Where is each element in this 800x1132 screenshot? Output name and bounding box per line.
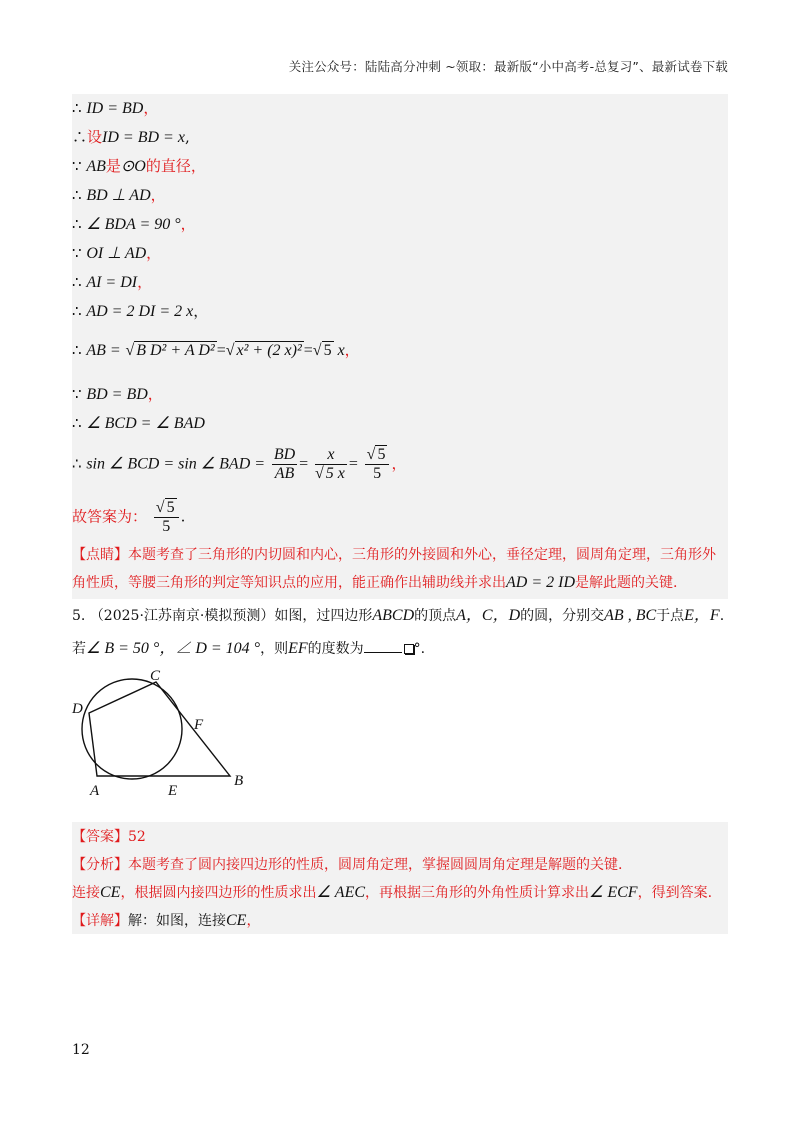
math: ⊙O xyxy=(120,158,146,175)
step-12: ∴ sin ∠ BCD = sin ∠ BAD = $\frac{BD}{AB}$ = $\frac{x}{√ 5 x}$ = $\frac{√ 5}{5}$ ， xyxy=(72,446,407,482)
answer-label: 故答案为： xyxy=(72,507,148,526)
denominator: 5 x xyxy=(325,465,345,482)
text: 若 xyxy=(72,641,86,657)
text: 设 xyxy=(87,128,103,146)
text: °. xyxy=(413,641,426,657)
detail-label: 【详解】 xyxy=(72,913,128,929)
denominator: 5 xyxy=(373,465,382,482)
math: ABCD xyxy=(372,607,415,624)
text: 角性质，等腰三角形的判定等知识点的应用，能正确作出辅助线并求出 xyxy=(72,575,506,591)
question-line-1 xyxy=(72,606,724,626)
step-6: ∵ OI ⊥ AD， xyxy=(72,244,162,262)
numerator: 5 xyxy=(166,499,175,516)
text: 于点 xyxy=(656,608,685,624)
label-f: F xyxy=(194,717,204,733)
punct: ， xyxy=(143,99,159,117)
sqrt-radicand: 5 xyxy=(323,342,332,359)
math: ∠ ECF xyxy=(589,884,638,901)
step-5: ∴ ∠ BDA = 90 °， xyxy=(72,215,196,233)
label-c: C xyxy=(150,668,161,684)
math: sin ∠ BCD = sin ∠ BAD = xyxy=(86,455,266,473)
text: 连接 xyxy=(72,885,100,901)
answer-line: 【答案】52 xyxy=(72,829,146,845)
step-7: ∴ AI = DI， xyxy=(72,273,153,291)
page-header: 关注公众号：陆陆高分冲刺 ~领取：最新版“小中高考-总复习”、最新试卷下载 xyxy=(288,59,728,74)
therefore-symbol: ∴ xyxy=(72,128,88,146)
math: CE xyxy=(226,912,247,929)
question-line-2 xyxy=(72,638,425,659)
numerator: 5 xyxy=(377,446,386,463)
math: AB xyxy=(86,158,106,175)
math: x xyxy=(333,342,345,359)
analysis-line-2 xyxy=(72,880,712,906)
math: OI ⊥ AD xyxy=(86,245,147,262)
text: 的圆，分别交 xyxy=(520,608,605,624)
math: ∠ B = 50 °，∠ D = 104 ° xyxy=(86,640,261,657)
text: . xyxy=(719,608,725,624)
detail-line xyxy=(72,908,260,934)
math: AB , BC xyxy=(604,607,657,624)
math: BD ⊥ AD xyxy=(86,187,151,204)
math: ∠ BDA = 90 ° xyxy=(86,216,181,233)
step-10: ∵ BD = BD， xyxy=(72,385,163,403)
therefore-symbol: ∴ xyxy=(72,186,87,204)
math: = xyxy=(216,342,226,359)
fraction: $\frac{x}{√ 5 x}$ xyxy=(314,446,345,482)
text: 的直径， xyxy=(145,157,206,175)
math: AD = 2 ID xyxy=(506,574,576,591)
step-3 xyxy=(72,156,206,177)
sqrt-radicand: B D² + A D² xyxy=(136,342,215,359)
therefore-symbol: ∴ xyxy=(72,99,87,117)
comment-line-2 xyxy=(72,570,677,596)
math: CE xyxy=(100,884,121,901)
numerator: x xyxy=(315,446,347,465)
therefore-symbol: ∴ xyxy=(72,215,87,233)
text: 的顶点 xyxy=(414,608,457,624)
step-9: ∴ AB = √ B D² + A D² =√ x² + (2 x)² =√ 5 x， xyxy=(72,341,360,359)
label-a: A xyxy=(90,783,100,799)
answer-blank[interactable] xyxy=(364,638,402,653)
math: AI = DI xyxy=(86,274,138,291)
text: ，再根据三角形的外角性质计算求出 xyxy=(365,885,590,901)
math: = xyxy=(303,342,313,359)
therefore-symbol: ∴ xyxy=(72,454,87,473)
text: 的度数为 xyxy=(307,641,364,657)
math: ∠ BCD = ∠ BAD xyxy=(86,415,205,432)
step-2: ∴设ID = BD = x, xyxy=(72,128,190,146)
geometry-figure xyxy=(70,665,260,800)
numerator: BD xyxy=(273,446,296,463)
therefore-symbol: ∴ xyxy=(72,341,87,359)
because-symbol: ∵ xyxy=(72,244,87,262)
therefore-symbol: ∴ xyxy=(72,302,87,320)
fraction: $\frac{√ 5}{5}$ xyxy=(154,499,179,536)
therefore-symbol: ∴ xyxy=(72,273,87,291)
math: E，F xyxy=(684,607,720,624)
text: 是解此题的关键. xyxy=(575,575,678,591)
denominator: AB xyxy=(274,465,295,482)
because-symbol: ∵ xyxy=(72,157,87,175)
page-number: 12 xyxy=(72,1042,90,1058)
label-e: E xyxy=(168,783,178,799)
checkbox-icon xyxy=(404,644,414,654)
text: ， xyxy=(246,913,261,929)
step-4: ∴ BD ⊥ AD， xyxy=(72,186,166,204)
analysis-line: 【分析】本题考查了圆内接四边形的性质，圆周角定理，掌握圆圆周角定理是解题的关键. xyxy=(72,857,623,873)
final-answer: 故答案为： $\frac{√ 5}{5}$ . xyxy=(72,499,186,535)
math: ID = BD xyxy=(86,100,144,117)
step-1 xyxy=(72,98,158,119)
therefore-symbol: ∴ xyxy=(72,414,87,432)
math: AB = xyxy=(86,342,121,359)
sqrt-radicand: x² + (2 x)² xyxy=(236,342,302,359)
step-8: ∴ AD = 2 DI = 2 x， xyxy=(72,302,209,320)
solution-block xyxy=(72,94,728,599)
label-d: D xyxy=(72,701,83,717)
math: A，C，D xyxy=(456,607,521,624)
question-source: （2025·江苏南京·模拟预测） xyxy=(89,608,275,624)
math: AD = 2 DI = 2 x xyxy=(86,303,194,320)
fraction xyxy=(272,446,297,483)
question-number: 5. xyxy=(72,608,86,624)
analysis-block xyxy=(72,822,728,934)
denominator: 5 xyxy=(162,518,171,535)
fraction: $\frac{√ 5}{5}$ xyxy=(365,446,390,483)
text: ，根据圆内接四边形的性质求出 xyxy=(120,885,317,901)
math-arc-equality: BD = BD xyxy=(86,386,148,403)
comment-line-1: 【点睛】本题考查了三角形的内切圆和内心，三角形的外接圆和外心，垂径定理，圆周角定理，三角形外 xyxy=(72,547,716,563)
text: 是 xyxy=(105,157,121,175)
text: ，得到答案. xyxy=(637,885,713,901)
label-b: B xyxy=(234,773,244,789)
quadrilateral xyxy=(89,682,230,776)
step-11 xyxy=(72,413,205,434)
text: 如图，过四边形 xyxy=(274,608,373,624)
text: ，则 xyxy=(260,641,289,657)
text: 解：如图，连接 xyxy=(128,913,226,929)
math-arc: EF xyxy=(288,640,308,657)
math: ∠ AEC xyxy=(316,884,366,901)
because-symbol: ∵ xyxy=(72,385,87,403)
math: ID = BD = x xyxy=(102,129,185,146)
circle xyxy=(82,679,182,779)
